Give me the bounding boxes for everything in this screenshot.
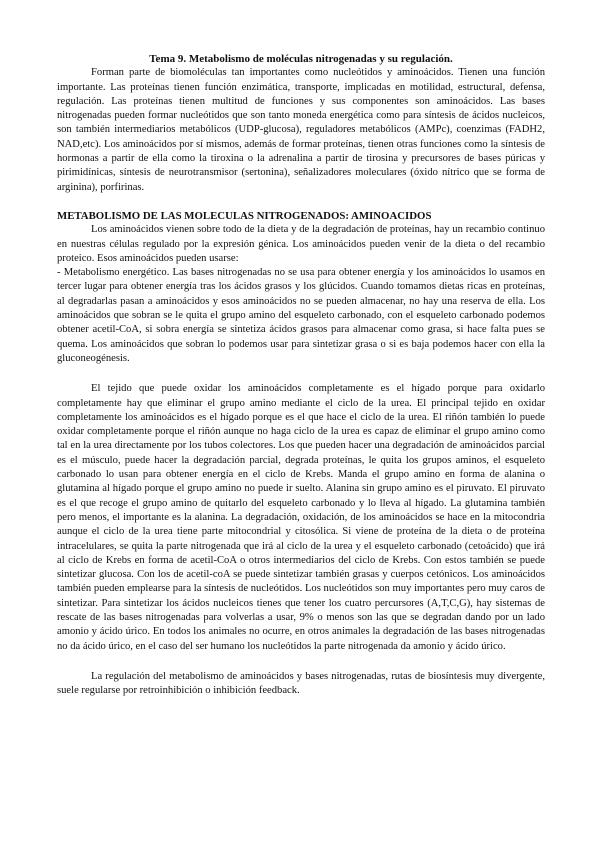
document-title: Tema 9. Metabolismo de moléculas nitrogenadas y su regulación. [149,53,453,65]
metabolism-item-paragraph: - Metabolismo energético. Las bases nitrogenadas no se usa para obtener energía y los aminoácidos lo usamos en tercer lugar para obtener energía tras los ácidos grasos y los glúcidos. Cuando tomamos dietas ricas en proteínas, al degradarlas pasan a aminoácidos y esos aminoácidos no se pueden almacenar, no hay una reserva de ella. Los aminoácidos que sobran se le quita el grupo amino del esqueleto carbonado, con el esqueleto carbonado podemos obtener acetil-CoA, si sobra energía se sintetiza ácidos grasos para almacenar como grasa, si hace falta pues se quema. Los aminoácidos que sobran lo podemos usar para sintetizar grasa o si es baja podemos hacer con ella la gluconeogénesis. [57,267,545,364]
intro-paragraph: Forman parte de biomoléculas tan importantes como nucleótidos y aminoácidos. Tienen una función importante. Las proteínas tienen función enzimática, transporte, implicadas en motilidad, estructural, defensa, regulación. Las proteínas tienen multitud de funciones y sus componentes son aminoácidos. Las bases nitrogenadas pueden formar nucleótidos que son tanto moneda energética como para síntesis de ácidos nucleicos, son también intermediarios metabólicos (UDP-glucosa), reguladores metabólicos (AMPc), coenzimas (FADH2, NAD,etc). Los aminoácidos por sí mismos, además de formar proteínas, tienen otras funciones como la síntesis de hormonas a partir de ella como la tiroxina o la adrenalina a partir de tirosina y precursores de bases púricas y pirimidínicas, síntesis de neurotransmisor (sertonina), señalizadores moleculares (óxido nítrico que se forma de arginina), porfirinas. [57,67,545,193]
tissue-paragraph: El tejido que puede oxidar los aminoácidos completamente es el hígado porque para oxidarlo completamente hay que eliminar el grupo amino mediante el ciclo de la urea. El principal tejido en oxidar completamente los aminoácidos es el hígado porque es el que hace el ciclo de la urea. El riñón también lo puede oxidar completamente porque el riñón aunque no haga ciclo de la urea es capaz de eliminar el grupo amino como tal en la urea directamente por los tubos colectores. Los que pueden hacer una degradación de aminoácidos parcial es el músculo, puede hacer la degradación parcial, degrada proteínas, le quita los grupos aminos, el esqueleto carbonado lo usan para obtener energía en el ciclo de Krebs. Manda el grupo amino en forma de alanina o glutamina al hígado porque el grupo amino no puede ir suelto. Alanina sin grupo amino es el piruvato. El piruvato es el que recoge el grupo amino de quitarlo del esqueleto carbonado y lo lleva al hígado. La glutamina también pero menos, el importante es la alanina. La degradación, oxidación, de los aminoácidos se hace en la mitocondria aunque el ciclo de la urea tiene parte mitocondrial y citosólica. Si viene de proteína de la dieta o de proteína intracelulares, se quita la parte nitrogenada que irá al ciclo de la urea y el esqueleto carbonado (cetoácido) que irá al ciclo de Krebs en forma de acetil-CoA o otros intermediarios del ciclo de Krebs. Con estos también se puede sintetizar glucosa. Con los de acetil-coA se puede sintetizar también grasas y cuerpos cetónicos. Los aminoácidos también pueden emplearse para la síntesis de nucleótidos. Los nucleótidos son muy importantes pero muy caros de sintetizar. Para sintetizar los ácidos nucleicos tienes que tener los cuatro percursores (A,T,C,G), hay sistemas de rescate de las bases nitrogenadas para volverlas a usar, 9% o menos son las que se degradan dando por un lado amonio y ácido úrico. En todos los animales no ocurre, en otros animales la degradación de las bases nitrogenadas no da ácido úrico, en el caso del ser humano los nucleótidos la parte nitrogenada da amonio y ácido úrico. [57,383,545,652]
regulation-paragraph: La regulación del metabolismo de aminoácidos y bases nitrogenadas, rutas de biosíntesis muy divergente, suele regularse por retroinhibición o inhibición feedback. [57,670,545,697]
section-heading: METABOLISMO DE LAS MOLECULAS NITROGENADOS: AMINOACIDOS [57,209,432,222]
paragraph-spacer [57,654,545,670]
paragraph-spacer [57,366,545,382]
section-intro-paragraph: Los aminoácidos vienen sobre todo de la dieta y de la degradación de proteínas, hay un recambio continuo en nuestras células regulado por la expresión génica. Los aminoácidos pueden venir de la dieta o del recambio proteico. Esos aminoácidos pueden usarse: [57,224,545,264]
